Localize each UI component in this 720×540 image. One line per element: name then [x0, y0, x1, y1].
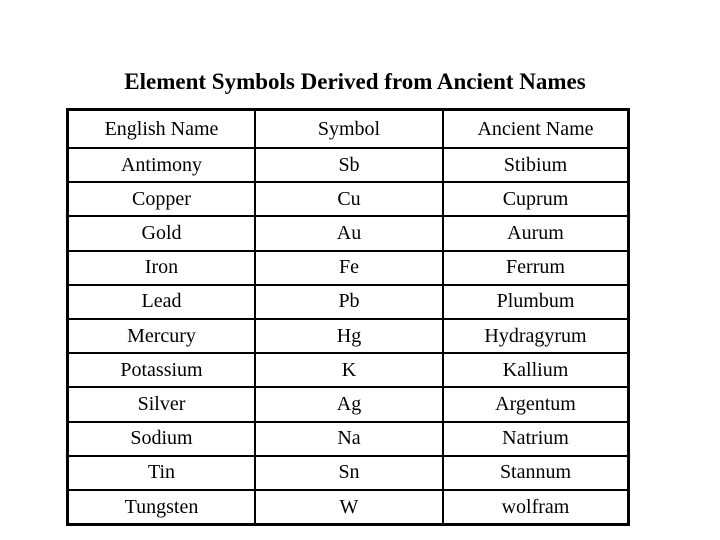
- symbol-cell: Sn: [255, 456, 443, 490]
- symbol-cell: Ag: [255, 387, 443, 421]
- table-row: [69, 456, 627, 490]
- header-symbol: Symbol: [255, 111, 443, 148]
- english-name-cell: Antimony: [69, 148, 255, 182]
- ancient-name-cell: Argentum: [495, 393, 576, 416]
- ancient-name-cell: Aurum: [507, 222, 564, 244]
- english-name-cell: Sodium: [69, 422, 255, 456]
- table-row: [69, 490, 627, 523]
- english-name-cell: Copper: [69, 182, 255, 216]
- english-name-cell: Potassium: [69, 353, 255, 387]
- table-row: [69, 319, 627, 353]
- symbol-cell: Cu: [255, 182, 443, 216]
- table-row: [69, 182, 627, 216]
- element-symbols-table: [69, 111, 627, 523]
- symbol-cell: Na: [255, 422, 443, 456]
- table-header: [69, 111, 627, 148]
- ancient-name-cell: Kallium: [502, 358, 569, 381]
- symbol-cell: K: [255, 353, 443, 387]
- symbol-cell: Au: [255, 216, 443, 250]
- table-row: [69, 353, 627, 387]
- symbol-cell: Pb: [255, 285, 443, 319]
- table-row: [69, 285, 627, 319]
- table-body: [69, 148, 627, 523]
- ancient-name-cell: Stibium: [503, 153, 568, 176]
- english-name-cell: Gold: [69, 216, 255, 250]
- slide-title: Element Symbols Derived from Ancient Names: [124, 69, 586, 94]
- header-english-name: English Name: [69, 111, 255, 148]
- ancient-name-cell: Natrium: [502, 427, 569, 450]
- ancient-name-cell: Ferrum: [506, 256, 565, 279]
- english-name-cell: Tin: [69, 456, 255, 490]
- symbol-cell: Fe: [255, 251, 443, 285]
- symbol-cell: W: [255, 490, 443, 523]
- english-name-cell: Iron: [69, 251, 255, 285]
- symbol-cell: Sb: [255, 148, 443, 182]
- ancient-name-cell: wolfram: [501, 495, 570, 518]
- ancient-name-cell: Hydragyrum: [484, 324, 587, 347]
- header-row: [69, 111, 627, 148]
- table-row: [69, 216, 627, 250]
- english-name-cell: Tungsten: [69, 490, 255, 523]
- header-ancient-name: Ancient Name: [443, 111, 627, 148]
- ancient-name-cell: Plumbum: [496, 290, 575, 313]
- table-row: [69, 251, 627, 285]
- ancient-name-cell: Cuprum: [502, 187, 569, 210]
- symbol-cell: Hg: [255, 319, 443, 353]
- table-row: [69, 148, 627, 182]
- english-name-cell: Silver: [69, 387, 255, 421]
- table-row: [69, 422, 627, 456]
- table-row: [69, 387, 627, 421]
- english-name-cell: Mercury: [69, 319, 255, 353]
- ancient-name-cell: Stannum: [499, 461, 572, 484]
- element-symbols-table-frame: [66, 108, 630, 526]
- english-name-cell: Lead: [69, 285, 255, 319]
